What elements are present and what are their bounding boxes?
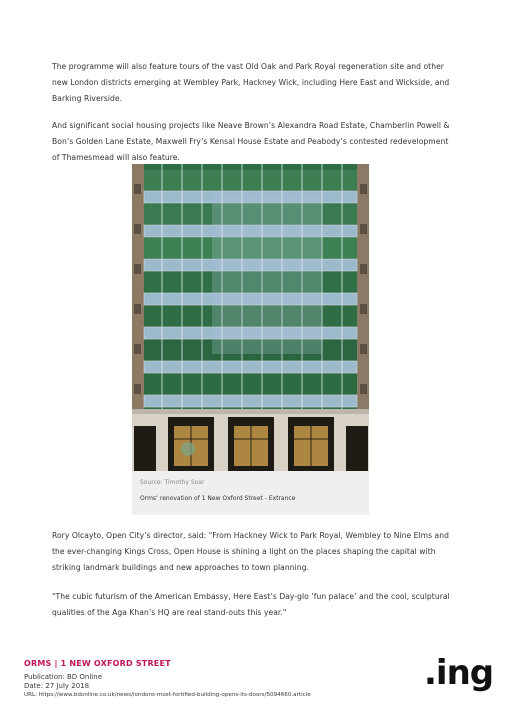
footer-publication: Publication: BD Online	[24, 673, 102, 681]
article-paragraph-4: "The cubic futurism of the American Embassy, Here East’s Day-glo ‘fun palace’ and the cool, sculptural qualities of the Aga Khan’s HQ are real stand-outs this year."	[52, 592, 450, 618]
footer-url: URL: https://www.bdonline.co.uk/news/londons-most-fortified-building-opens-its-doors/5094660.article	[24, 692, 311, 698]
photo-caption: Orms’ renovation of 1 New Oxford Street - Extrance	[140, 495, 296, 502]
article-figure	[132, 164, 369, 515]
footer-project-title: ORMS | 1 NEW OXFORD STREET	[24, 659, 171, 668]
footer-date: Date: 27 July 2018	[24, 682, 90, 690]
photo-credit: Source: Timothy Soar	[140, 479, 205, 486]
article-paragraph-2: And significant social housing projects like Neave Brown’s Alexandra Road Estate, Chamberlin Powell & Bon’s Golden Lane Estate, Maxwell Fry’s Kensal House Estate and Peabody’s contested redevelopment of Thamesmead will also feature.	[52, 121, 450, 163]
article-paragraph-1: The programme will also feature tours of the vast Old Oak and Park Royal regeneration site and other new London districts emerging at Wembley Park, Hackney Wick, including Here East and Wickside, and Barking Riverside.	[52, 62, 450, 104]
building-photo	[132, 164, 369, 471]
ing-logo: .ing	[424, 653, 494, 693]
article-paragraph-3: Rory Olcayto, Open City’s director, said: "From Hackney Wick to Park Royal, Wembley to Nine Elms and the ever-changing Kings Cross, Open House is shining a light on the places shaping the capital with striking landmark buildings and new approaches to town planning.	[52, 531, 449, 573]
